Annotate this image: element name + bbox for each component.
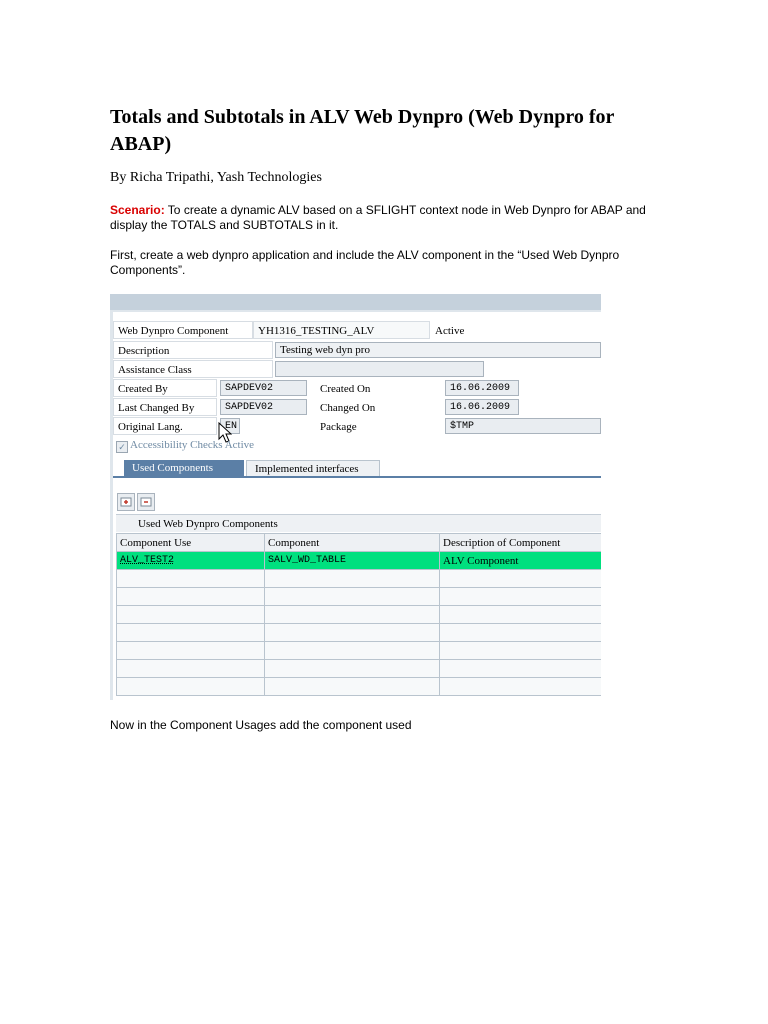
package-field[interactable]: $TMP bbox=[445, 418, 601, 434]
created-on-label: Created On bbox=[315, 379, 441, 397]
component-use-cell[interactable] bbox=[117, 606, 265, 624]
assistance-class-field[interactable] bbox=[275, 361, 484, 377]
last-changed-by-field[interactable]: SAPDEV02 bbox=[220, 399, 307, 415]
delete-row-icon[interactable] bbox=[137, 493, 155, 511]
component-cell[interactable] bbox=[265, 570, 440, 588]
scenario-label: Scenario: bbox=[110, 203, 165, 217]
component-cell[interactable] bbox=[265, 624, 440, 642]
description-cell[interactable] bbox=[440, 588, 602, 606]
created-by-field[interactable]: SAPDEV02 bbox=[220, 380, 307, 396]
component-label: Web Dynpro Component bbox=[113, 321, 253, 339]
closing-paragraph: Now in the Component Usages add the component used bbox=[110, 718, 412, 732]
description-field[interactable]: Testing web dyn pro bbox=[275, 342, 601, 358]
table-row[interactable] bbox=[117, 570, 602, 588]
component-use-cell[interactable] bbox=[117, 624, 265, 642]
screenshot-top-bar bbox=[110, 294, 601, 310]
component-cell[interactable] bbox=[265, 642, 440, 660]
description-cell[interactable] bbox=[440, 678, 602, 696]
scenario-text: To create a dynamic ALV based on a SFLIGHT context node in Web Dynpro for ABAP and display the TOTALS and SUBTOTALS in it. bbox=[110, 203, 646, 232]
original-lang-label: Original Lang. bbox=[113, 417, 217, 435]
last-changed-by-label: Last Changed By bbox=[113, 398, 217, 416]
scenario-paragraph bbox=[110, 203, 650, 233]
original-lang-field[interactable]: EN bbox=[220, 418, 240, 434]
component-cell[interactable] bbox=[265, 588, 440, 606]
table-row[interactable] bbox=[117, 678, 602, 696]
table-caption: Used Web Dynpro Components bbox=[116, 514, 601, 532]
created-by-label: Created By bbox=[113, 379, 217, 397]
component-cell[interactable]: SALV_WD_TABLE bbox=[265, 552, 440, 570]
table-row[interactable] bbox=[117, 624, 602, 642]
first-paragraph: First, create a web dynpro application and include the ALV component in the “Used Web Dynpro Components”. bbox=[110, 248, 620, 277]
changed-on-field[interactable]: 16.06.2009 bbox=[445, 399, 519, 415]
component-use-cell[interactable] bbox=[117, 660, 265, 678]
description-cell[interactable] bbox=[440, 624, 602, 642]
accessibility-checkbox[interactable]: ✓ bbox=[116, 441, 128, 453]
component-cell[interactable] bbox=[265, 678, 440, 696]
table-row[interactable] bbox=[117, 606, 602, 624]
description-cell[interactable] bbox=[440, 642, 602, 660]
component-use-cell[interactable] bbox=[117, 588, 265, 606]
accessibility-checkbox-label: Accessibility Checks Active bbox=[130, 439, 255, 451]
document-title: Totals and Subtotals in ALV Web Dynpro (Web Dynpro for ABAP) bbox=[110, 106, 615, 155]
description-cell[interactable] bbox=[440, 570, 602, 588]
column-header-component-use[interactable]: Component Use bbox=[117, 534, 265, 552]
table-row[interactable] bbox=[117, 642, 602, 660]
table-header-row bbox=[117, 534, 602, 552]
table-toolbar bbox=[117, 493, 157, 513]
column-header-description[interactable]: Description of Component bbox=[440, 534, 602, 552]
changed-on-label: Changed On bbox=[315, 398, 441, 416]
created-on-field[interactable]: 16.06.2009 bbox=[445, 380, 519, 396]
assistance-class-label: Assistance Class bbox=[113, 360, 273, 378]
package-label: Package bbox=[315, 417, 441, 435]
component-cell[interactable] bbox=[265, 660, 440, 678]
table-row[interactable] bbox=[117, 552, 602, 570]
tab-used-components[interactable]: Used Components bbox=[124, 460, 244, 476]
tab-implemented-interfaces[interactable]: Implemented interfaces bbox=[246, 460, 380, 476]
component-use-cell[interactable] bbox=[117, 570, 265, 588]
sap-component-screenshot bbox=[110, 294, 601, 700]
description-cell[interactable] bbox=[440, 660, 602, 678]
byline: By Richa Tripathi, Yash Technologies bbox=[110, 170, 322, 185]
component-use-cell[interactable]: ALV_TEST2 bbox=[117, 552, 265, 570]
component-status: Active bbox=[430, 321, 601, 339]
component-use-cell[interactable] bbox=[117, 678, 265, 696]
component-use-cell[interactable] bbox=[117, 642, 265, 660]
component-name-field: YH1316_TESTING_ALV bbox=[253, 321, 430, 339]
insert-row-icon[interactable] bbox=[117, 493, 135, 511]
table-row[interactable] bbox=[117, 588, 602, 606]
column-header-component[interactable]: Component bbox=[265, 534, 440, 552]
description-cell[interactable] bbox=[440, 606, 602, 624]
tab-underline bbox=[113, 476, 601, 478]
description-cell[interactable]: ALV Component bbox=[440, 552, 602, 570]
component-cell[interactable] bbox=[265, 606, 440, 624]
table-row[interactable] bbox=[117, 660, 602, 678]
description-label: Description bbox=[113, 341, 273, 359]
used-components-table bbox=[116, 533, 601, 696]
